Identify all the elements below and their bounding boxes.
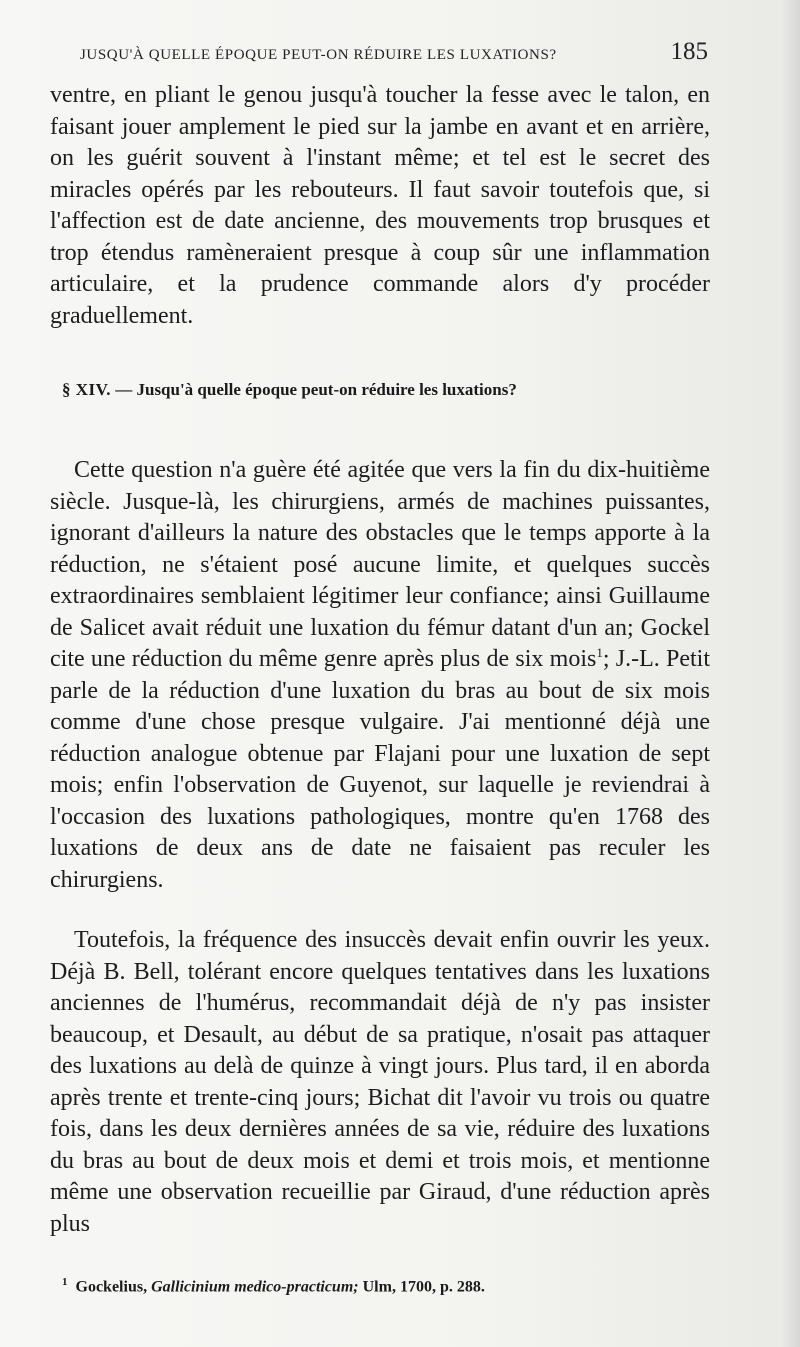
footnote-work: Gallicinium medico-practicum; <box>151 1278 359 1296</box>
section-dash: — <box>115 380 133 399</box>
section-number: § XIV. <box>62 380 111 399</box>
footnote-author: Gockelius, <box>75 1278 148 1296</box>
paragraph-3 <box>50 925 710 1240</box>
paragraph-2 <box>50 455 710 896</box>
page-number: 185 <box>670 38 708 65</box>
paragraph-continued <box>50 80 710 332</box>
section-title: Jusqu'à quelle époque peut-on réduire les luxations? <box>136 380 517 399</box>
running-title: JUSQU'À QUELLE ÉPOQUE PEUT-ON RÉDUIRE LES LUXATIONS? <box>80 47 557 63</box>
paragraph-2-part-2: ; J.-L. Petit parle de la réduction d'une luxation du bras au bout de six mois comme d'une chose presque vulgaire. J'ai mentionné déjà une réduction analogue obtenue par Flajani pour une luxation de sept mois; enfin l'observation de Guyenot, sur laquelle je reviendrai à l'occasion des luxations pathologiques, montre qu'en 1768 des luxations de deux ans de date ne faisaient pas reculer les chirurgiens. <box>50 646 711 893</box>
page-edge-shadow <box>782 0 800 1347</box>
paragraph-3-text: Toutefois, la fréquence des insuccès devait enfin ouvrir les yeux. Déjà B. Bell, tolérant encore quelques tentatives dans les luxations anciennes de l'humérus, recommandait déjà de n'y pas insister beaucoup, et Desault, au début de sa pratique, n'osait pas attaquer des luxations au delà de quinze à vingt jours. Plus tard, il en aborda après trente et trente-cinq jours; Bichat dit l'avoir vu trois ou quatre fois, dans les deux dernières années de sa vie, réduire des luxations du bras au bout de deux mois et demi et trois mois, et mentionne même une observation recueillie par Giraud, d'une réduction après plus <box>50 927 710 1237</box>
footnote-publication: Ulm, 1700, p. 288. <box>362 1278 485 1296</box>
footnote-mark: 1 <box>62 1276 68 1288</box>
paragraph-2-part-1: Cette question n'a guère été agitée que vers la fin du dix-huitième siècle. Jusque-là, les chirurgiens, armés de machines puissantes, ignorant d'ailleurs la nature des obstacles que le temps apporte à la réduction, ne s'étaient posé aucune limite, et quelques succès extraordinaires semblaient légitimer leur confiance; ainsi Guillaume de Salicet avait réduit une luxation du fémur datant d'un an; Gockel cite une réduction du même genre après plus de six mois <box>50 457 710 672</box>
section-heading <box>62 380 712 400</box>
footnote <box>62 1276 712 1296</box>
running-head <box>80 38 708 68</box>
footnote-reference: 1 <box>596 645 603 660</box>
paragraph-continued-text: ventre, en pliant le genou jusqu'à toucher la fesse avec le talon, en faisant jouer amplement le pied sur la jambe en avant et en arrière, on les guérit souvent à l'instant même; et tel est le secret des miracles opérés par les rebouteurs. Il faut savoir toutefois que, si l'affection est de date ancienne, des mouvements trop brusques et trop étendus ramèneraient presque à coup sûr une inflammation articulaire, et la prudence commande alors d'y procéder graduellement. <box>50 82 710 329</box>
paragraph-2-text <box>50 455 710 896</box>
